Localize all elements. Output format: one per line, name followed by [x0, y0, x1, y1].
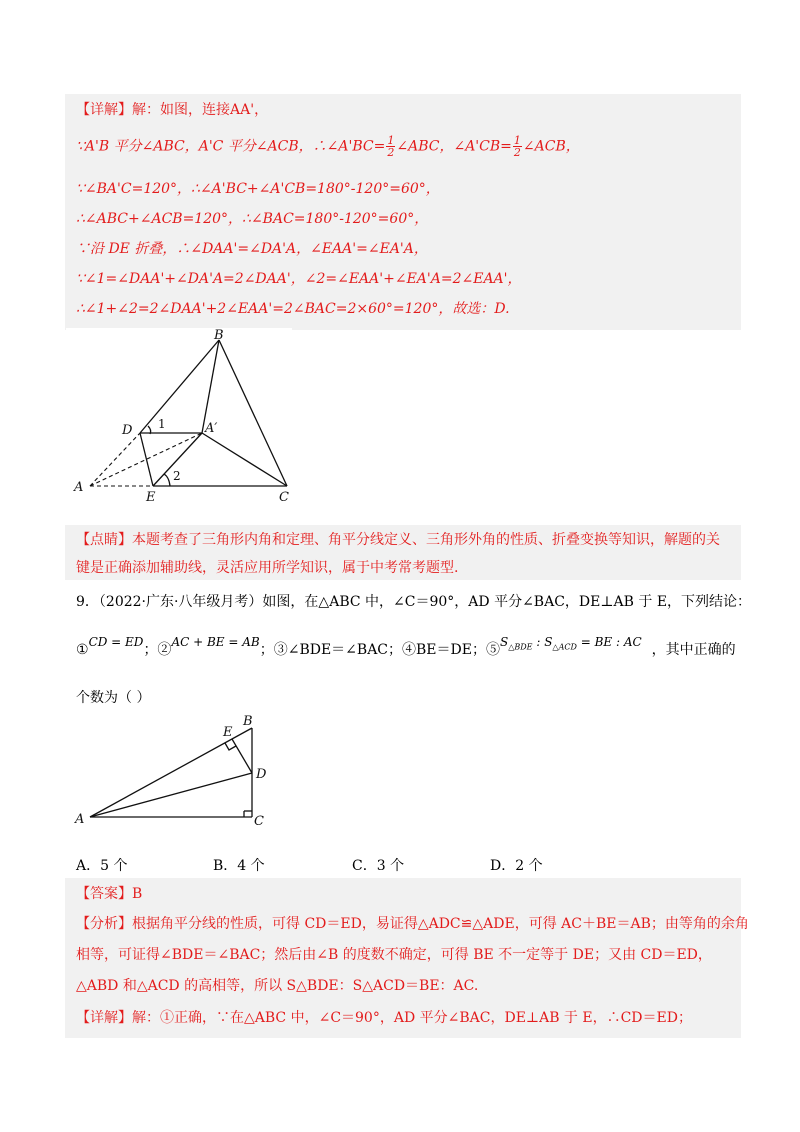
label-B: B — [243, 714, 253, 729]
question9-stem: 9．（2022·广东·八年级月考）如图，在△ABC 中，∠C＝90°，AD 平分∠BAC，DE⊥AB 于 E，下列结论： — [76, 594, 752, 610]
option-a: A．5 个 — [76, 858, 128, 874]
detail1-line-2: ∵A'B 平分∠ABC，A'C 平分∠ACB，∴∠A'BC= $\frac{1}{2}$ ∠ABC，∠A'CB= $\frac{1}{2}$ ∠ACB， — [76, 134, 580, 159]
question9-conclusions: ①CD = ED；②AC + BE = AB；③∠BDE＝∠BAC；④BE＝DE；$⑤S_{\triangle BDE}$ : $S_{\triangle ACD}$ = BE : AC ，其中正确的 — [76, 635, 736, 658]
label-C: C — [254, 814, 264, 829]
analysis-line-2: 相等，可证得∠BDE＝∠BAC；然后由∠B 的度数不确定，可得 BE 不一定等于 DE；又由 CD＝ED， — [76, 947, 712, 963]
detail1-line-6: ∵∠1=∠DAA'+∠DA'A=2∠DAA'，∠2=∠EAA'+∠EA'A=2∠EAA'， — [76, 271, 522, 287]
label-angle-2: 2 — [173, 469, 181, 483]
label-C: C — [279, 490, 289, 505]
label-A: A — [75, 812, 85, 827]
answer-line — [76, 884, 142, 904]
figure-folded-triangle — [66, 328, 292, 506]
detail1-line-5: ∵沿 DE 折叠，∴∠DAA'=∠DA'A，∠EAA'=∠EA'A， — [76, 241, 428, 257]
analysis-line-1: 【分析】根据角平分线的性质，可得 CD＝ED，易证得△ADC≌△ADE，可得 AC＋BE＝AB；由等角的余角 — [76, 916, 749, 932]
label-E: E — [223, 725, 233, 740]
label-A-prime: A′ — [205, 421, 218, 436]
label-angle-1: 1 — [158, 417, 166, 431]
comment1-tag: 【点睛】 — [76, 532, 132, 548]
detail2-line-1: 【详解】解：①正确，∵在△ABC 中，∠C＝90°，AD 平分∠BAC，DE⊥AB 于 E，∴CD＝ED； — [76, 1010, 692, 1026]
detail1-line-7: ∴∠1+∠2=2∠DAA'+2∠EAA'=2∠BAC=2×60°=120°，故选：D. — [76, 301, 510, 317]
analysis-tag: 【分析】 — [76, 916, 132, 932]
figure-right-triangle — [72, 712, 272, 832]
label-B: B — [214, 328, 224, 343]
option-b: B．4 个 — [213, 858, 265, 874]
question9-stem-end: 个数为（ ） — [76, 690, 151, 706]
label-E: E — [146, 490, 156, 505]
detail1-line-1: 【详解】解：如图，连接AA'， — [76, 102, 269, 118]
detail2-tag: 【详解】 — [76, 1010, 132, 1026]
label-D: D — [256, 767, 267, 782]
detail1-line-4: ∴∠ABC+∠ACB=120°，∴∠BAC=180°-120°=60°， — [76, 211, 429, 227]
option-c: C．3 个 — [352, 858, 405, 874]
answer-tag: 【答案】 — [76, 886, 132, 902]
label-A: A — [74, 480, 84, 495]
label-D: D — [122, 423, 133, 438]
fraction-half: $\frac{1}{2}$ — [387, 134, 395, 159]
comment1-line-1: 【点睛】本题考查了三角形内角和定理、角平分线定义、三角形外角的性质、折叠变换等知识，解题的关 — [76, 532, 720, 548]
answer-value: B — [132, 886, 143, 902]
fraction-half: $\frac{1}{2}$ — [513, 134, 521, 159]
detail1-line-3: ∵∠BA'C=120°，∴∠A'BC+∠A'CB=180°-120°=60°， — [76, 181, 440, 197]
analysis-line-3: △ABD 和△ACD 的高相等，所以 S△BDE：S△ACD＝BE：AC. — [76, 978, 479, 994]
option-d: D．2 个 — [490, 858, 543, 874]
comment1-line-2: 键是正确添加辅助线，灵活应用所学知识，属于中考常考题型. — [76, 560, 459, 576]
detail1-tag: 【详解】 — [76, 102, 132, 118]
